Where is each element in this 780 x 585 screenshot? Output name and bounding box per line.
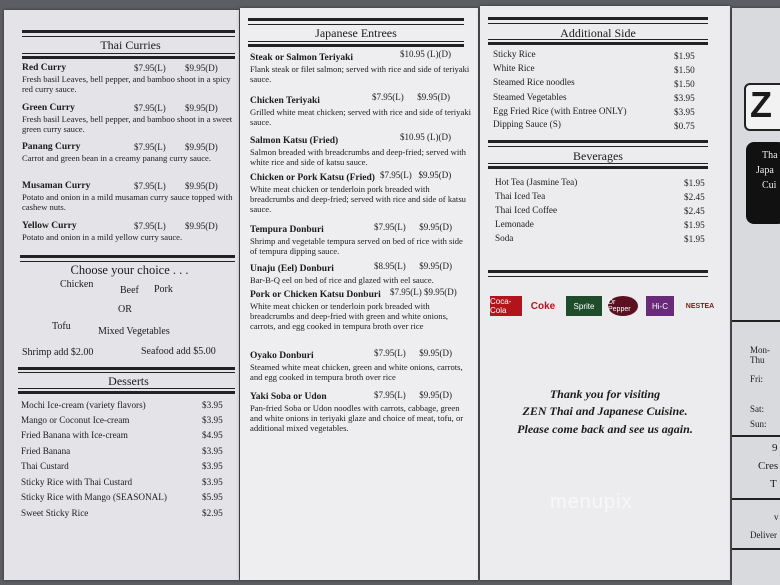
- side-price: $0.75: [674, 121, 695, 131]
- curry-item: Red Curry $7.95(L) $9.95(D) Fresh basil Leaves, bell pepper, and bamboo shoot in a spicy red curry sauce.: [22, 63, 231, 94]
- coca-cola-logo: Coca-Cola: [490, 296, 522, 316]
- entree-item: Steak or Salmon Teriyaki $10.95 (L)(D) Flank steak or filet salmon; served with rice and side of teriyaki sauce.: [250, 49, 470, 84]
- side-name: Egg Fried Rice (with Entree ONLY): [493, 106, 627, 116]
- dessert-name: Sticky Rice with Thai Custard: [21, 477, 133, 487]
- curry-item: Musaman Curry $7.95(L) $9.95(D) Potato and onion in a mild musaman curry sauce topped with cashew nuts.: [22, 181, 233, 212]
- choice-chicken: Chicken: [60, 279, 94, 290]
- entree-item: Chicken Teriyaki $7.95(L) $9.95(D) Grilled white meat chicken; served with rice and side of teriyaki sauce.: [250, 92, 471, 127]
- side-name: Sticky Rice: [493, 49, 536, 59]
- dessert-price: $4.95: [202, 430, 223, 440]
- hours-label: Mon-Thu: [750, 345, 770, 365]
- thai-curries-heading: Thai Curries: [100, 38, 161, 52]
- dessert-name: Sweet Sticky Rice: [21, 508, 89, 518]
- menu-panel-japanese-entrees: [240, 8, 478, 580]
- dessert-price: $2.95: [202, 508, 223, 518]
- divider: [488, 166, 708, 169]
- entree-item: Oyako Donburi $7.95(L) $9.95(D) Steamed white meat chicken, green and white onions, carrots, and egg cooked in tempura broth over rice: [250, 348, 463, 382]
- divider: [732, 498, 780, 500]
- beverage-price: $2.45: [684, 192, 705, 202]
- side-name: Steamed Rice noodles: [493, 77, 575, 87]
- divider: [488, 140, 708, 143]
- side-name: White Rice: [493, 63, 535, 73]
- dessert-price: $3.95: [202, 461, 223, 471]
- address-text: Cres: [758, 460, 779, 472]
- dessert-name: Fried Banana with Ice-cream: [21, 430, 128, 440]
- side-price: $3.95: [674, 93, 695, 103]
- curry-item: Panang Curry $7.95(L) $9.95(D) Carrot and green bean in a creamy panang curry sauce.: [22, 142, 218, 163]
- entree-item: Salmon Katsu (Fried) $10.95 (L)(D) Salmon breaded with breadcrumbs and deep-fried; served with white rice and side of katsu sauce.: [250, 132, 466, 167]
- beverage-name: Thai Iced Coffee: [495, 205, 558, 215]
- entree-item: Unaju (Eel) Donburi $8.95(L) $9.95(D) Bar-B-Q eel on bed of rice and glazed with eel sauce.: [250, 261, 452, 285]
- nestea-logo: NESTEA: [685, 302, 715, 310]
- beverages-heading: Beverages: [573, 149, 623, 163]
- choice-or: OR: [118, 304, 132, 315]
- hours-label: Sun:: [750, 419, 767, 429]
- divider: [488, 163, 708, 164]
- divider: [22, 56, 235, 59]
- beverage-price: $1.95: [684, 220, 705, 230]
- divider: [248, 44, 464, 47]
- thank-you-line: ZEN Thai and Japanese Cuisine.: [522, 404, 688, 418]
- zen-logo: Z: [744, 83, 780, 131]
- delivery-label: Deliver: [750, 530, 777, 540]
- divider: [248, 41, 464, 42]
- address-text: T: [770, 478, 777, 490]
- coke-logo: Coke: [530, 300, 556, 312]
- dessert-name: Mango or Coconut Ice-cream: [21, 415, 130, 425]
- beverage-price: $1.95: [684, 234, 705, 244]
- sprite-logo: Sprite: [566, 296, 602, 316]
- side-price: $1.95: [674, 51, 695, 61]
- thank-you-line: Please come back and see us again.: [517, 422, 693, 436]
- dessert-name: Mochi Ice-cream (variety flavors): [21, 400, 146, 410]
- menu-panel-back: [732, 8, 780, 585]
- divider: [248, 18, 464, 21]
- beverage-price: $2.45: [684, 206, 705, 216]
- dessert-name: Fried Banana: [21, 446, 71, 456]
- choice-shrimp: Shrimp add $2.00: [22, 347, 94, 358]
- dessert-price: $3.95: [202, 446, 223, 456]
- divider: [18, 388, 235, 389]
- menu-panel-sides-beverages: [480, 6, 730, 580]
- curry-item: Green Curry $7.95(L) $9.95(D) Fresh basil Leaves, bell pepper, and bamboo shoot in a sweet green curry sauce.: [22, 103, 233, 134]
- dessert-price: $3.95: [202, 415, 223, 425]
- entree-item: Chicken or Pork Katsu (Fried) $7.95(L) $9.95(D) White meat chicken or tenderloin pork breaded with breadcrumbs and deep-fried; served with rice and side of katsu sauce.: [250, 170, 466, 214]
- divider: [248, 24, 464, 25]
- divider: [488, 270, 708, 273]
- divider: [18, 372, 235, 373]
- side-price: $1.50: [674, 65, 695, 75]
- choice-seafood: Seafood add $5.00: [141, 346, 216, 357]
- divider: [20, 255, 235, 258]
- desserts-heading: Desserts: [108, 374, 149, 388]
- divider: [488, 23, 708, 24]
- divider: [488, 146, 708, 147]
- divider: [732, 548, 780, 550]
- divider: [732, 320, 780, 322]
- beverage-price: $1.95: [684, 178, 705, 188]
- choice-pork: Pork: [154, 284, 173, 295]
- choice-tofu: Tofu: [52, 321, 71, 332]
- hours-label: Sat:: [750, 404, 765, 414]
- beverage-name: Thai Iced Tea: [495, 191, 546, 201]
- divider: [20, 261, 235, 262]
- address-text: v: [774, 512, 779, 522]
- hi-c-logo: Hi-C: [646, 296, 674, 316]
- beverage-name: Lemonade: [495, 219, 534, 229]
- divider: [488, 39, 708, 40]
- banner: Tha Japa Cui: [746, 142, 780, 224]
- choice-mixed-vegetables: Mixed Vegetables: [98, 326, 170, 337]
- dessert-name: Sticky Rice with Mango (SEASONAL): [21, 492, 167, 502]
- thank-you-line: Thank you for visiting: [549, 387, 661, 401]
- dessert-price: $3.95: [202, 400, 223, 410]
- divider: [488, 17, 708, 20]
- side-price: $1.50: [674, 79, 695, 89]
- entree-item: Pork or Chicken Katsu Donburi $7.95(L) $9.95(D) White meat chicken or tenderloin pork breaded with breadcrumbs and deep-fried with green and white onions, carrots, and egg cooked in tempura broth over rice: [250, 287, 457, 331]
- divider: [22, 36, 235, 37]
- divider: [22, 53, 235, 54]
- side-price: $3.95: [674, 107, 695, 117]
- beverage-name: Hot Tea (Jasmine Tea): [495, 177, 578, 187]
- hours-label: Fri:: [750, 374, 764, 384]
- beverage-name: Soda: [495, 233, 514, 243]
- divider: [18, 367, 235, 370]
- divider: [732, 435, 780, 437]
- choice-heading: Choose your choice . . .: [70, 263, 189, 277]
- side-name: Dipping Sauce (S): [493, 119, 561, 129]
- watermark: menupix: [550, 491, 633, 513]
- curry-item: Yellow Curry $7.95(L) $9.95(D) Potato and onion in a mild yellow curry sauce.: [22, 221, 218, 242]
- address-text: 9: [772, 442, 778, 454]
- divider: [22, 30, 235, 33]
- side-name: Steamed Vegetables: [493, 92, 567, 102]
- japanese-entrees-heading: Japanese Entrees: [315, 26, 397, 40]
- dessert-price: $5.95: [202, 492, 223, 502]
- divider: [488, 42, 708, 45]
- additional-side-heading: Additional Side: [560, 26, 636, 40]
- entree-item: Tempura Donburi $7.95(L) $9.95(D) Shrimp and vegetable tempura served on bed of rice with side of tempura dipping sauce.: [250, 222, 463, 256]
- divider: [18, 391, 235, 394]
- divider: [488, 276, 708, 277]
- choice-beef: Beef: [120, 285, 139, 296]
- dessert-name: Thai Custard: [21, 461, 69, 471]
- dessert-price: $3.95: [202, 477, 223, 487]
- entree-item: Yaki Soba or Udon $7.95(L) $9.95(D) Pan-fried Soba or Udon noodles with carrots, cabbage, green and white onions in teriyaki glaze and choice of meat, tofu, or additional mixed vegetables.: [250, 390, 464, 433]
- menu-panel-curries-desserts: [4, 10, 239, 580]
- dr-pepper-logo: Dr Pepper: [608, 296, 638, 316]
